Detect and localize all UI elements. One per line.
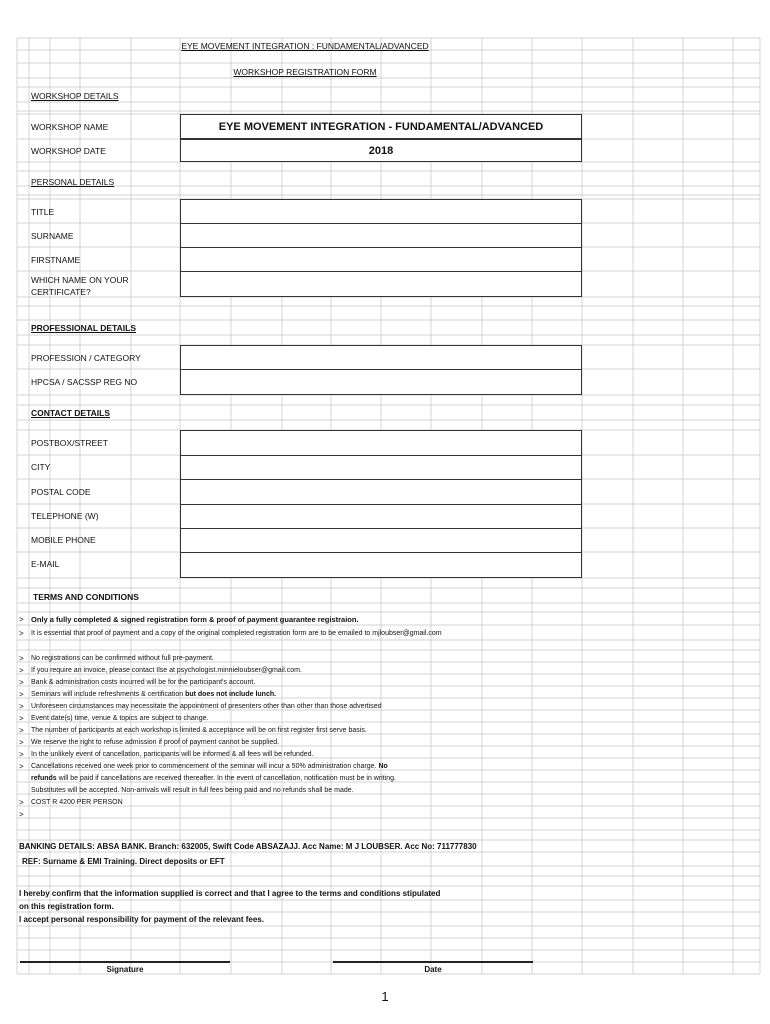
term-line [31,774,396,784]
cost-line: COST R 4200 PER PERSON [31,799,123,806]
term-text-bold: No [378,763,388,770]
bullet-marker: > [19,726,24,735]
workshop-name-label: WORKSHOP NAME [31,122,109,132]
reg-no-label: HPCSA / SACSSP REG NO [31,377,138,387]
certificate-name-field[interactable] [180,271,582,297]
telephone-label: TELEPHONE (W) [31,511,99,521]
email-label: E-MAIL [31,559,60,569]
signature-line[interactable] [20,961,230,963]
surname-field[interactable] [180,223,582,248]
term-text: Cancellations received one week prior to commencement of the seminar will incur a 50% administration charge. [31,763,379,770]
bullet-marker: > [19,714,24,723]
page-number: 1 [381,989,389,1004]
profession-field[interactable] [180,345,582,370]
certificate-label-line1: WHICH NAME ON YOUR [31,275,129,285]
signature-label: Signature [106,965,144,974]
term-line: No registrations can be confirmed without full pre-payment. [31,655,214,662]
term-line: Substitutes will be accepted. Non-arrivals will result in full fees being paid and no refunds shall be made. [31,787,354,794]
term-line: It is essential that proof of payment and a copy of the original completed registration form are to be emailed to mjloubser@gmail.com [31,630,442,637]
banking-details-line: BANKING DETAILS: ABSA BANK. Branch: 632005, Swift Code ABSAZAJJ. Acc Name: M J LOUBSER. Acc No: 711777830 [19,842,477,851]
certificate-label-line2: CERTIFICATE? [31,287,91,297]
mobile-label: MOBILE PHONE [31,535,96,545]
workshop-date-value: 2018 [180,139,582,162]
term-text-bold: refunds [31,775,57,782]
term-text: will be paid if cancellations are received thereafter. In the event of cancellation, notification must be in writing. [56,775,396,782]
date-label: Date [424,965,442,974]
term-line [31,690,276,700]
form-title: EYE MOVEMENT INTEGRATION : FUNDAMENTAL/ADVANCED [181,41,429,51]
bullet-marker: > [19,690,24,699]
surname-label: SURNAME [31,231,74,241]
workshop-details-heading: WORKSHOP DETAILS [31,91,119,101]
bullet-marker: > [19,738,24,747]
firstname-field[interactable] [180,247,582,272]
bullet-marker: > [19,678,24,687]
term-text: Seminars will include refreshments & certification [31,691,186,698]
city-label: CITY [31,462,51,472]
term-line: Only a fully completed & signed registration form & proof of payment guarantee registraion. [31,615,359,624]
term-line: Event date(s) time, venue & topics are subject to change. [31,715,209,722]
bullet-marker: > [19,762,24,771]
bullet-marker: > [19,629,24,638]
profession-label: PROFESSION / CATEGORY [31,353,141,363]
city-field[interactable] [180,455,582,480]
personal-details-heading: PERSONAL DETAILS [31,177,115,187]
professional-details-heading: PROFESSIONAL DETAILS [31,323,137,333]
bullet-marker: > [19,798,24,807]
confirmation-line: I accept personal responsibility for payment of the relevant fees. [19,915,264,924]
term-line: The number of participants at each workshop is limited & acceptance will be on first register first serve basis. [31,727,367,734]
reg-no-field[interactable] [180,369,582,395]
postbox-label: POSTBOX/STREET [31,438,108,448]
term-line: If you require an invoice, please contact Ilse at psychologist.minnieloubser@gmail.com. [31,667,302,674]
term-text-bold: but does not include lunch. [185,691,277,698]
confirmation-line: on this registration form. [19,902,114,911]
mobile-field[interactable] [180,528,582,553]
title-label: TITLE [31,207,55,217]
postal-code-label: POSTAL CODE [31,487,91,497]
bullet-marker: > [19,615,24,624]
bullet-marker: > [19,666,24,675]
terms-heading: TERMS AND CONDITIONS [33,592,139,602]
workshop-name-value: EYE MOVEMENT INTEGRATION - FUNDAMENTAL/ADVANCED [180,114,582,139]
term-line: Unforeseen circumstances may necessitate the appointment of presenters other than other than those advertised [31,703,382,710]
term-line [31,762,388,772]
term-line: In the unlikely event of cancellation, participants will be informed & all fees will be refunded. [31,751,314,758]
bullet-marker: > [19,702,24,711]
date-line[interactable] [333,961,533,963]
term-line: We reserve the right to refuse admission if proof of payment cannot be supplied. [31,739,280,746]
banking-reference-line: REF: Surname & EMI Training. Direct deposits or EFT [22,857,225,866]
firstname-label: FIRSTNAME [31,255,81,265]
term-line: Bank & administration costs incurred will be for the participant's account. [31,679,256,686]
workshop-date-label: WORKSHOP DATE [31,146,106,156]
title-field[interactable] [180,199,582,224]
confirmation-line: I hereby confirm that the information supplied is correct and that I agree to the terms and conditions stipulated [19,889,441,898]
bullet-marker: > [19,654,24,663]
contact-details-heading: CONTACT DETAILS [31,408,111,418]
email-field[interactable] [180,552,582,578]
postbox-field[interactable] [180,430,582,456]
bullet-marker: > [19,750,24,759]
telephone-field[interactable] [180,504,582,529]
bullet-marker: > [19,810,24,819]
postal-code-field[interactable] [180,479,582,505]
form-subtitle: WORKSHOP REGISTRATION FORM [233,67,377,77]
